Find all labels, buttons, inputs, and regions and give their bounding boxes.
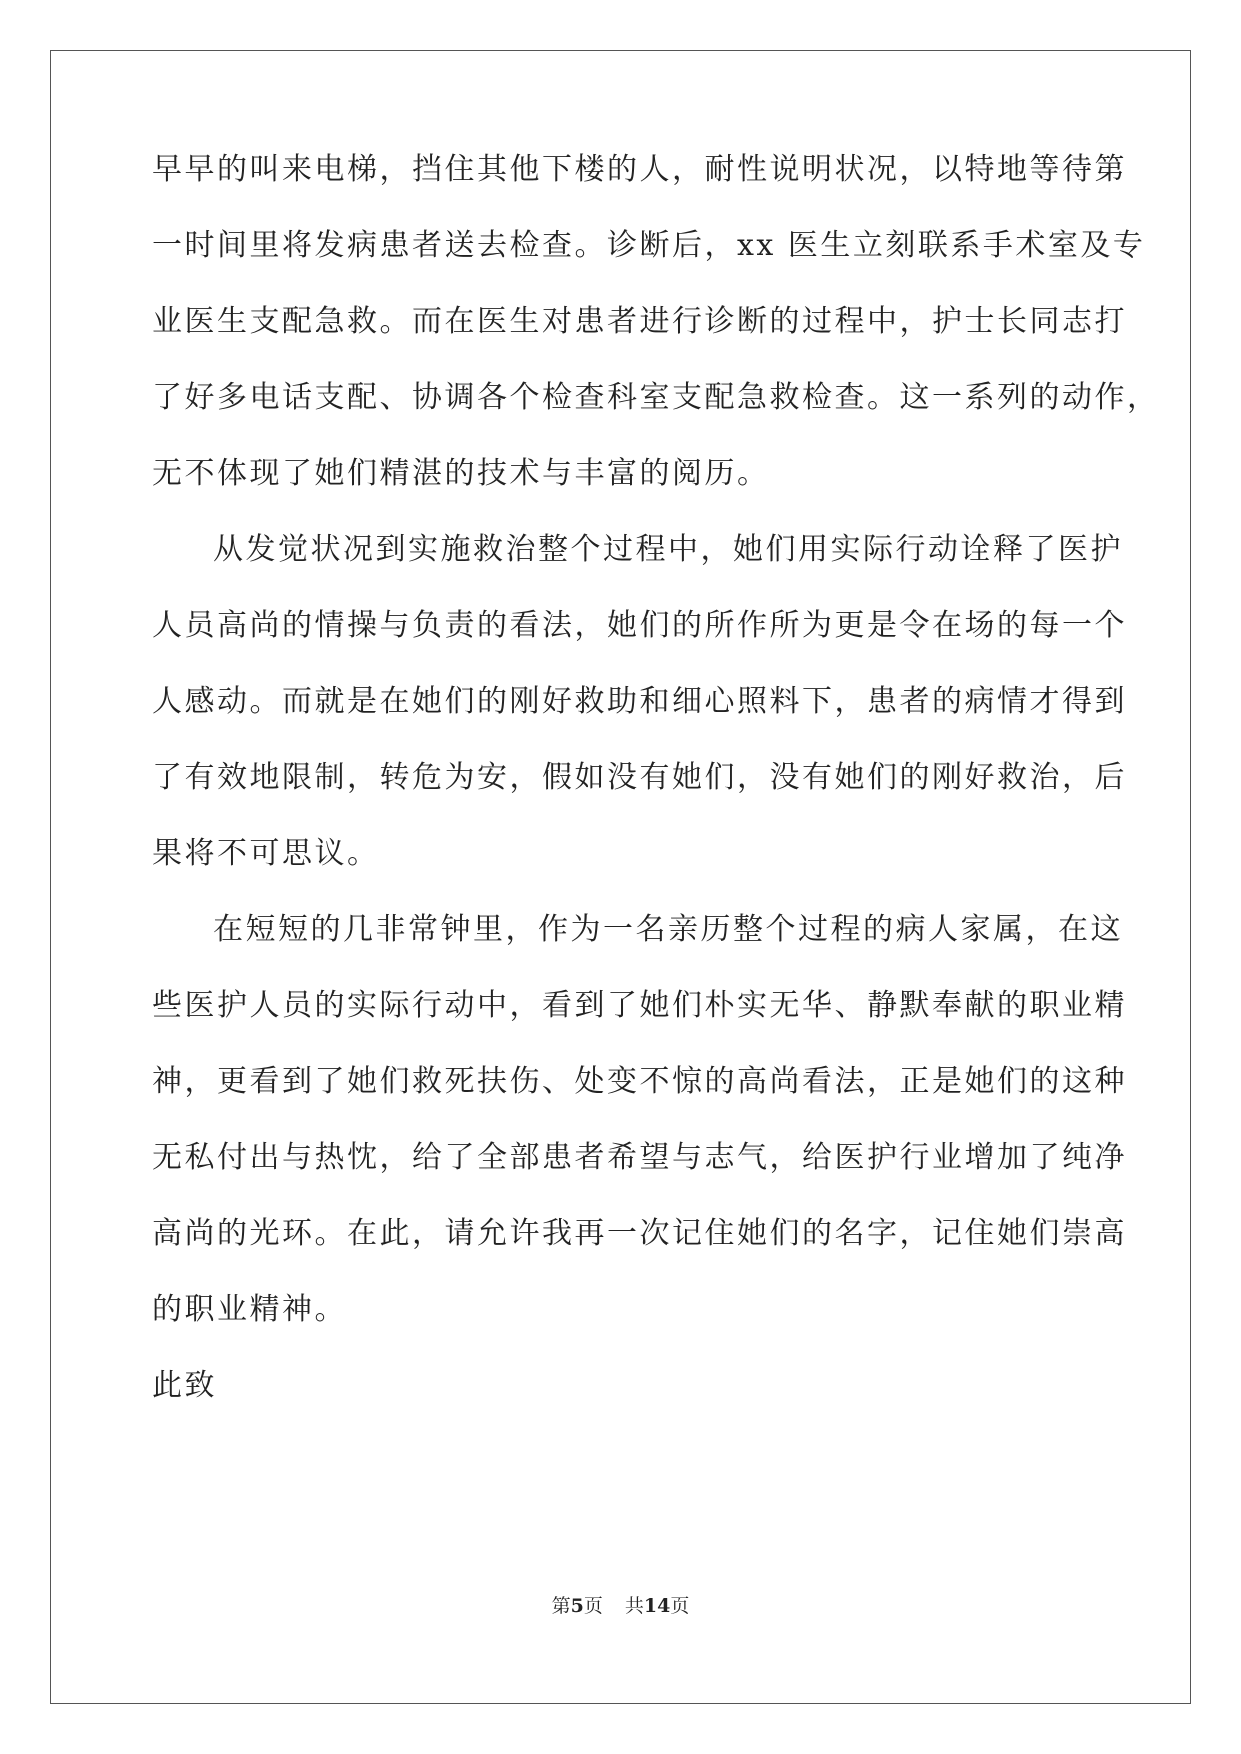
total-prefix: 共 [624, 1595, 644, 1617]
body-line: 无不体现了她们精湛的技术与丰富的阅历。 [152, 456, 770, 491]
page-prefix: 第 [551, 1595, 571, 1617]
paragraph-first-line: 从发觉状况到实施救治整个过程中，她们用实际行动诠释了医护 [213, 532, 1123, 567]
body-line: 人员高尚的情操与负责的看法，她们的所作所为更是令在场的每一个 [152, 608, 1127, 643]
paragraph-first-line: 在短短的几非常钟里，作为一名亲历整个过程的病人家属，在这 [213, 912, 1123, 947]
body-line: 无私付出与热忱，给了全部患者希望与志气，给医护行业增加了纯净 [152, 1140, 1127, 1175]
body-line: 些医护人员的实际行动中，看到了她们朴实无华、静默奉献的职业精 [152, 988, 1127, 1023]
body-line: 了好多电话支配、协调各个检查科室支配急救检查。这一系列的动作， [152, 380, 1160, 415]
body-line: 高尚的光环。在此，请允许我再一次记住她们的名字，记住她们崇高 [152, 1216, 1127, 1251]
body-line: 了有效地限制，转危为安，假如没有她们，没有她们的刚好救治，后 [152, 760, 1127, 795]
page-suffix: 页 [583, 1595, 603, 1617]
body-line: 的职业精神。 [152, 1292, 347, 1327]
body-line: 人感动。而就是在她们的刚好救助和细心照料下，患者的病情才得到 [152, 684, 1127, 719]
page-current: 5 [570, 1595, 584, 1617]
page-number-footer [0, 1594, 1241, 1618]
page-border [50, 50, 1191, 1704]
body-line: 早早的叫来电梯，挡住其他下楼的人，耐性说明状况，以特地等待第 [152, 152, 1127, 187]
body-line: 业医生支配急救。而在医生对患者进行诊断的过程中，护士长同志打 [152, 304, 1127, 339]
body-line: 一时间里将发病患者送去检查。诊断后，xx 医生立刻联系手术室及专 [152, 228, 1146, 263]
page-total: 14 [643, 1595, 671, 1617]
body-line: 神，更看到了她们救死扶伤、处变不惊的高尚看法，正是她们的这种 [152, 1064, 1127, 1099]
body-line: 果将不可思议。 [152, 836, 380, 871]
total-suffix: 页 [670, 1595, 690, 1617]
closing-salutation: 此致 [152, 1368, 217, 1403]
